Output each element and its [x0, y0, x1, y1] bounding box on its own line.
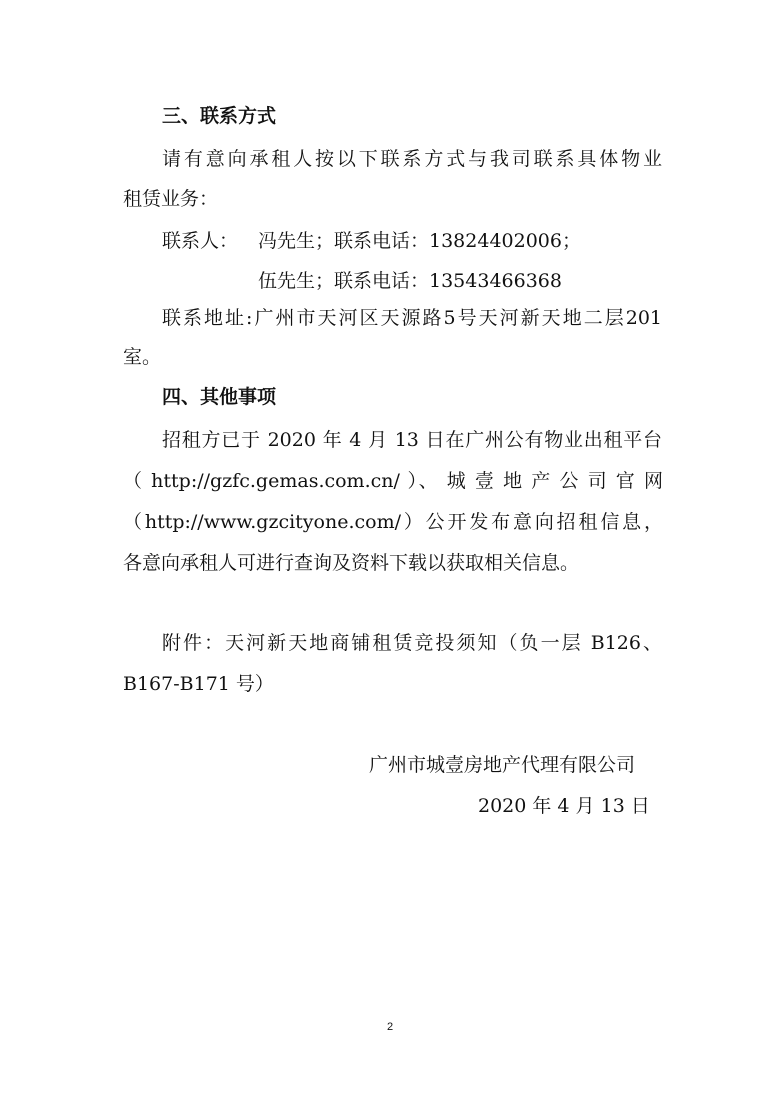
section4-line4: 各意向承租人可进行查询及资料下载以获取相关信息。: [123, 552, 580, 574]
section3-intro-line2: 租赁业务：: [123, 188, 219, 210]
address-line1: 联系地址:广州市天河区天源路5号天河新天地二层201: [162, 307, 662, 329]
contact1-text: 冯先生；联系电话：13824402006；: [258, 230, 581, 252]
section4-line3[interactable]: （http://www.gzcityone.com/）公开发布意向招租信息，: [123, 511, 663, 533]
attachment-line1: 附件：天河新天地商铺租赁竞投须知（负一层 B126、: [162, 632, 662, 654]
section3-intro-line1: 请有意向承租人按以下联系方式与我司联系具体物业: [162, 148, 662, 170]
section4-heading: 四、其他事项: [162, 386, 277, 408]
page-number: 2: [386, 1021, 394, 1033]
contact1-label: 联系人：: [162, 230, 239, 252]
section3-heading: 三、联系方式: [162, 105, 277, 127]
attachment-line2: B167-B171 号）: [123, 673, 274, 695]
section4-line2[interactable]: （ http://gzfc.gemas.com.cn/ ）、 城 壹 地 产 公 司 官 网: [123, 470, 663, 492]
signature-company: 广州市城壹房地产代理有限公司: [369, 754, 636, 776]
contact2-text: 伍先生；联系电话：13543466368: [258, 270, 562, 292]
signature-date: 2020 年 4 月 13 日: [478, 795, 650, 817]
section4-line1: 招租方已于 2020 年 4 月 13 日在广州公有物业出租平台: [162, 429, 662, 451]
address-line2: 室。: [123, 346, 162, 368]
